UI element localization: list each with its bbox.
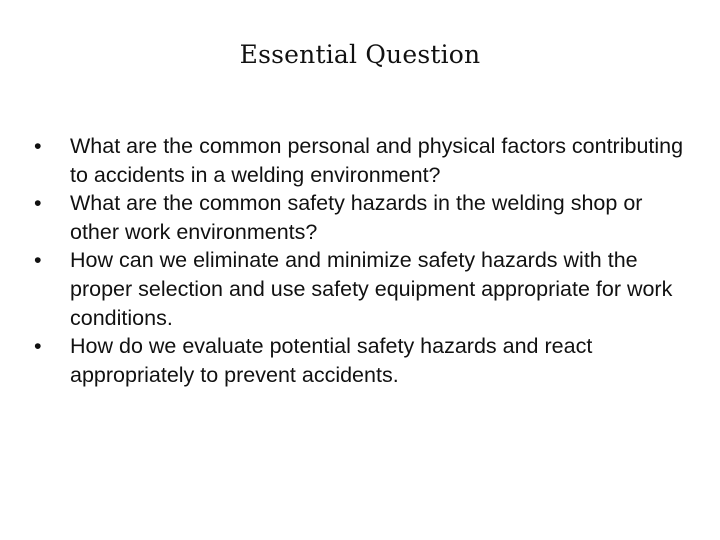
bullet-dot-icon: • <box>34 334 42 359</box>
bullet-item <box>34 189 684 246</box>
slide-title: Essential Question <box>239 40 481 69</box>
bullet-item <box>34 132 684 189</box>
bullet-item <box>34 332 684 389</box>
bullet-text: What are the common personal and physical factors contributing to accidents in a welding environment? <box>70 134 684 187</box>
bullet-item <box>34 246 684 332</box>
bullet-dot-icon: • <box>34 191 42 216</box>
bullet-list <box>34 132 684 389</box>
bullet-text: How do we evaluate potential safety hazards and react appropriately to prevent accidents. <box>70 334 593 387</box>
bullet-dot-icon: • <box>34 248 42 273</box>
bullet-text: How can we eliminate and minimize safety hazards with the proper selection and use safety equipment appropriate for work conditions. <box>70 248 673 330</box>
bullet-dot-icon: • <box>34 134 42 158</box>
bullet-text: What are the common safety hazards in the welding shop or other work environments? <box>70 191 643 244</box>
